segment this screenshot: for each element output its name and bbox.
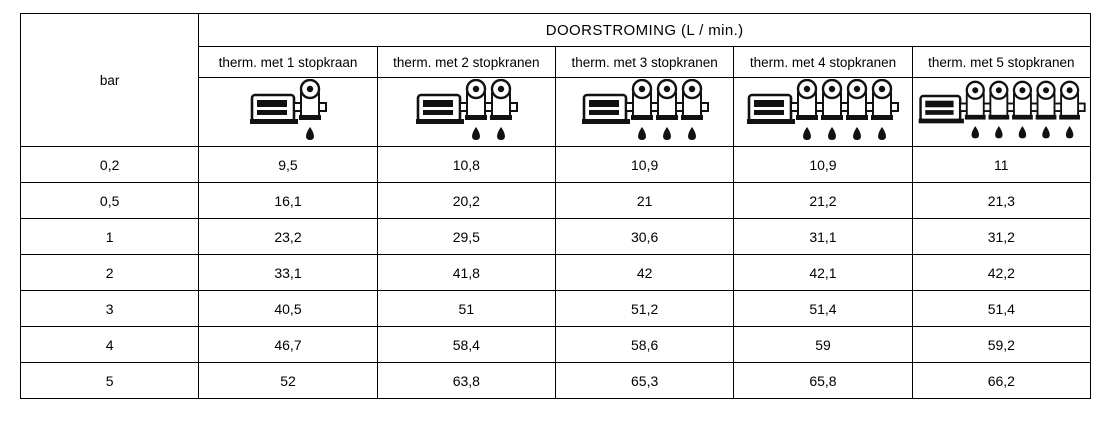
row-bar-value: 4 bbox=[21, 327, 199, 363]
manifold-icon-cell-3 bbox=[555, 78, 733, 147]
cell-value: 41,8 bbox=[377, 255, 555, 291]
manifold-1-valve-icon bbox=[199, 78, 376, 146]
cell-value: 46,7 bbox=[199, 327, 377, 363]
cell-value: 65,8 bbox=[734, 363, 912, 399]
cell-value: 42,2 bbox=[912, 255, 1090, 291]
bar-unit-label: bar bbox=[99, 73, 120, 88]
cell-value: 51,2 bbox=[555, 291, 733, 327]
manifold-5-valves-icon bbox=[913, 78, 1090, 146]
cell-value: 31,2 bbox=[912, 219, 1090, 255]
column-header-1: therm. met 1 stopkraan bbox=[199, 47, 377, 78]
row-bar-value: 2 bbox=[21, 255, 199, 291]
table-row bbox=[21, 255, 1091, 291]
cell-value: 33,1 bbox=[199, 255, 377, 291]
cell-value: 31,1 bbox=[734, 219, 912, 255]
manifold-icon-cell-2 bbox=[377, 78, 555, 147]
manifold-icon-cell-5 bbox=[912, 78, 1090, 147]
manifold-3-valves-icon bbox=[556, 78, 733, 146]
table-row bbox=[21, 183, 1091, 219]
cell-value: 10,9 bbox=[734, 147, 912, 183]
column-header-5: therm. met 5 stopkranen bbox=[912, 47, 1090, 78]
cell-value: 51 bbox=[377, 291, 555, 327]
cell-value: 23,2 bbox=[199, 219, 377, 255]
manifold-2-valves-icon bbox=[378, 78, 555, 146]
cell-value: 29,5 bbox=[377, 219, 555, 255]
cell-value: 63,8 bbox=[377, 363, 555, 399]
cell-value: 40,5 bbox=[199, 291, 377, 327]
cell-value: 59,2 bbox=[912, 327, 1090, 363]
table-header bbox=[21, 14, 1091, 147]
cell-value: 20,2 bbox=[377, 183, 555, 219]
flow-rate-table bbox=[20, 13, 1091, 399]
table-row bbox=[21, 327, 1091, 363]
table-row bbox=[21, 291, 1091, 327]
manifold-icon-cell-1 bbox=[199, 78, 377, 147]
manifold-4-valves-icon bbox=[734, 78, 911, 146]
cell-value: 11 bbox=[912, 147, 1090, 183]
row-bar-value: 5 bbox=[21, 363, 199, 399]
cell-value: 21,2 bbox=[734, 183, 912, 219]
column-header-4: therm. met 4 stopkranen bbox=[734, 47, 912, 78]
cell-value: 30,6 bbox=[555, 219, 733, 255]
bar-unit-header bbox=[21, 14, 199, 147]
cell-value: 21,3 bbox=[912, 183, 1090, 219]
column-header-3: therm. met 3 stopkranen bbox=[555, 47, 733, 78]
cell-value: 51,4 bbox=[912, 291, 1090, 327]
cell-value: 42,1 bbox=[734, 255, 912, 291]
table-row bbox=[21, 147, 1091, 183]
row-bar-value: 0,2 bbox=[21, 147, 199, 183]
manifold-icon-cell-4 bbox=[734, 78, 912, 147]
table-header-title-row bbox=[21, 14, 1091, 47]
table-row bbox=[21, 219, 1091, 255]
cell-value: 42 bbox=[555, 255, 733, 291]
row-bar-value: 3 bbox=[21, 291, 199, 327]
table-body bbox=[21, 147, 1091, 399]
table-row bbox=[21, 363, 1091, 399]
cell-value: 66,2 bbox=[912, 363, 1090, 399]
column-header-2: therm. met 2 stopkranen bbox=[377, 47, 555, 78]
cell-value: 10,8 bbox=[377, 147, 555, 183]
row-bar-value: 1 bbox=[21, 219, 199, 255]
cell-value: 21 bbox=[555, 183, 733, 219]
cell-value: 65,3 bbox=[555, 363, 733, 399]
row-bar-value: 0,5 bbox=[21, 183, 199, 219]
cell-value: 10,9 bbox=[555, 147, 733, 183]
cell-value: 59 bbox=[734, 327, 912, 363]
cell-value: 16,1 bbox=[199, 183, 377, 219]
cell-value: 58,6 bbox=[555, 327, 733, 363]
cell-value: 52 bbox=[199, 363, 377, 399]
cell-value: 9,5 bbox=[199, 147, 377, 183]
table-title: DOORSTROMING (L / min.) bbox=[199, 14, 1091, 47]
cell-value: 58,4 bbox=[377, 327, 555, 363]
cell-value: 51,4 bbox=[734, 291, 912, 327]
